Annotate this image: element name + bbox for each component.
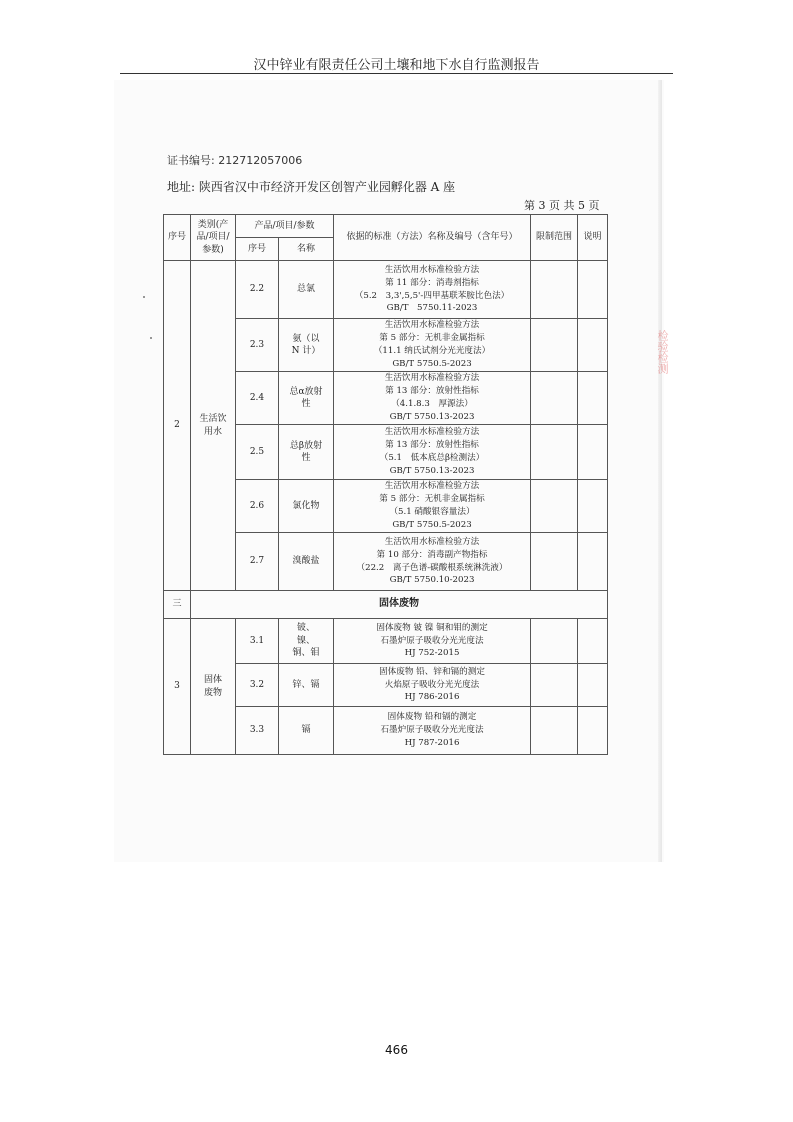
standard-line: （5.1 硝酸银容量法） bbox=[389, 507, 475, 517]
standard-line: 第 10 部分：消毒副产物指标 bbox=[376, 549, 488, 560]
standard-line: 生活饮用水标准检验方法 bbox=[384, 481, 480, 492]
item-name: 氨（以 N 计） bbox=[279, 319, 334, 372]
capability-table bbox=[163, 214, 608, 755]
standard-line: GB/T 5750.10-2023 bbox=[389, 575, 475, 586]
item-number: 3.1 bbox=[236, 619, 279, 664]
certificate-value: 212712057006 bbox=[218, 154, 303, 167]
item-number: 2.7 bbox=[236, 533, 279, 591]
document-header: 汉中锌业有限责任公司土壤和地下水自行监测报告 bbox=[253, 58, 540, 73]
item-number: 2.5 bbox=[236, 425, 279, 480]
standard-line: 石墨炉原子吸收分光光度法 bbox=[380, 725, 484, 736]
item-number: 2.4 bbox=[236, 372, 279, 425]
standard-line: HJ 787-2016 bbox=[404, 737, 460, 748]
scan-speck bbox=[150, 337, 152, 339]
item-number: 2.3 bbox=[236, 319, 279, 372]
header-note: 说明 bbox=[578, 215, 608, 261]
certificate-number bbox=[167, 152, 302, 168]
standard-line: 第 5 部分：无机非金属指标 bbox=[379, 494, 485, 505]
limit-cell bbox=[531, 372, 578, 425]
standard-line: （5.1 低本底总β检测法） bbox=[379, 453, 485, 463]
note-cell bbox=[578, 533, 608, 591]
item-name: 镉 bbox=[279, 707, 334, 755]
limit-cell bbox=[531, 707, 578, 755]
item-name: 锌、镉 bbox=[279, 664, 334, 707]
standard-line: （4.1.8.3 厚源法） bbox=[391, 399, 473, 409]
item-name: 总β放射性 bbox=[279, 425, 334, 480]
standard-cell bbox=[334, 480, 531, 533]
red-stamp: 检验检测 bbox=[656, 330, 669, 374]
header-seq: 序号 bbox=[164, 215, 191, 261]
item-name: 溴酸盐 bbox=[279, 533, 334, 591]
item-name: 氯化物 bbox=[279, 480, 334, 533]
standard-line: GB/T 5750.13-2023 bbox=[389, 465, 475, 476]
note-cell bbox=[578, 319, 608, 372]
header-category: 类别(产品/项目/参数) bbox=[191, 215, 236, 261]
item-number: 2.2 bbox=[236, 261, 279, 319]
scan-speck bbox=[143, 296, 145, 298]
header-standard: 依据的标准（方法）名称及编号（含年号） bbox=[334, 215, 531, 261]
standard-line: HJ 786-2016 bbox=[404, 692, 460, 703]
note-cell bbox=[578, 664, 608, 707]
standard-cell bbox=[334, 707, 531, 755]
item-number: 3.2 bbox=[236, 664, 279, 707]
limit-cell bbox=[531, 425, 578, 480]
category-label: 固体废物 bbox=[203, 675, 222, 698]
standard-line: 固体废物 铅和镉的测定 bbox=[387, 712, 477, 723]
limit-cell bbox=[531, 619, 578, 664]
standard-line: GB/T 5750.11-2023 bbox=[386, 303, 478, 314]
header-name: 名称 bbox=[279, 238, 334, 261]
standard-line: （11.1 纳氏试剂分光光度法） bbox=[373, 346, 491, 356]
limit-cell bbox=[531, 480, 578, 533]
standard-line: 第 13 部分：放射性指标 bbox=[385, 386, 479, 397]
limit-cell bbox=[531, 533, 578, 591]
header-sub-seq: 序号 bbox=[236, 238, 279, 261]
standard-line: 第 11 部分：消毒剂指标 bbox=[385, 277, 479, 288]
standard-cell bbox=[334, 425, 531, 480]
section-title: 固体废物 bbox=[191, 591, 608, 619]
standard-line: GB/T 5750.13-2023 bbox=[389, 411, 475, 422]
page-number: 466 bbox=[385, 1043, 408, 1057]
header-limit: 限制范围 bbox=[531, 215, 578, 261]
section-row bbox=[164, 591, 608, 619]
standard-cell bbox=[334, 319, 531, 372]
standard-line: 石墨炉原子吸收分光光度法 bbox=[380, 635, 484, 646]
certificate-label: 证书编号: bbox=[167, 154, 215, 167]
standard-line: 生活饮用水标准检验方法 bbox=[384, 320, 480, 331]
scan-edge bbox=[658, 80, 662, 862]
note-cell bbox=[578, 619, 608, 664]
page-counter: 第 3 页 共 5 页 bbox=[524, 199, 600, 212]
standard-cell bbox=[334, 619, 531, 664]
item-number: 3.3 bbox=[236, 707, 279, 755]
standard-line: HJ 752-2015 bbox=[404, 648, 460, 659]
header-product-group: 产品/项目/参数 bbox=[236, 215, 334, 238]
table-row bbox=[164, 619, 608, 664]
standard-line: 生活饮用水标准检验方法 bbox=[384, 536, 480, 547]
standard-line: 生活饮用水标准检验方法 bbox=[384, 427, 480, 438]
standard-line: 固体废物 铅、锌和镉的测定 bbox=[379, 666, 485, 677]
standard-line: 第 13 部分：放射性指标 bbox=[385, 440, 479, 451]
group-category bbox=[191, 619, 236, 755]
header-rule bbox=[120, 73, 673, 74]
note-cell bbox=[578, 425, 608, 480]
standard-cell bbox=[334, 372, 531, 425]
standard-line: GB/T 5750.5-2023 bbox=[392, 519, 472, 530]
category-label: 生活饮用水 bbox=[199, 414, 227, 437]
address: 地址: 陕西省汉中市经济开发区创智产业园孵化器 A 座 bbox=[167, 180, 456, 194]
item-name: 总α放射性 bbox=[279, 372, 334, 425]
limit-cell bbox=[531, 261, 578, 319]
standard-cell bbox=[334, 261, 531, 319]
item-number: 2.6 bbox=[236, 480, 279, 533]
standard-line: 第 5 部分：无机非金属指标 bbox=[379, 333, 485, 344]
item-name: 铍、镍、铜、钼 bbox=[279, 619, 334, 664]
standard-line: 生活饮用水标准检验方法 bbox=[384, 373, 480, 384]
item-name: 总氯 bbox=[279, 261, 334, 319]
section-seq: 三 bbox=[164, 591, 191, 619]
table-row bbox=[164, 261, 608, 319]
standard-line: 固体废物 铍 镍 铜和钼的测定 bbox=[376, 622, 488, 633]
standard-line: 生活饮用水标准检验方法 bbox=[384, 264, 480, 275]
standard-line: 火焰原子吸收分光光度法 bbox=[384, 679, 480, 690]
standard-line: （5.2 3,3',5,5'-四甲基联苯胺比色法） bbox=[354, 290, 510, 301]
group-category bbox=[191, 261, 236, 591]
note-cell bbox=[578, 261, 608, 319]
standard-cell bbox=[334, 533, 531, 591]
limit-cell bbox=[531, 664, 578, 707]
note-cell bbox=[578, 480, 608, 533]
standard-line: （22.2 离子色谱-碳酸根系统淋洗液） bbox=[356, 562, 508, 573]
standard-cell bbox=[334, 664, 531, 707]
group-seq: 2 bbox=[164, 261, 191, 591]
note-cell bbox=[578, 707, 608, 755]
group-seq: 3 bbox=[164, 619, 191, 755]
standard-line: GB/T 5750.5-2023 bbox=[392, 358, 472, 369]
limit-cell bbox=[531, 319, 578, 372]
note-cell bbox=[578, 372, 608, 425]
